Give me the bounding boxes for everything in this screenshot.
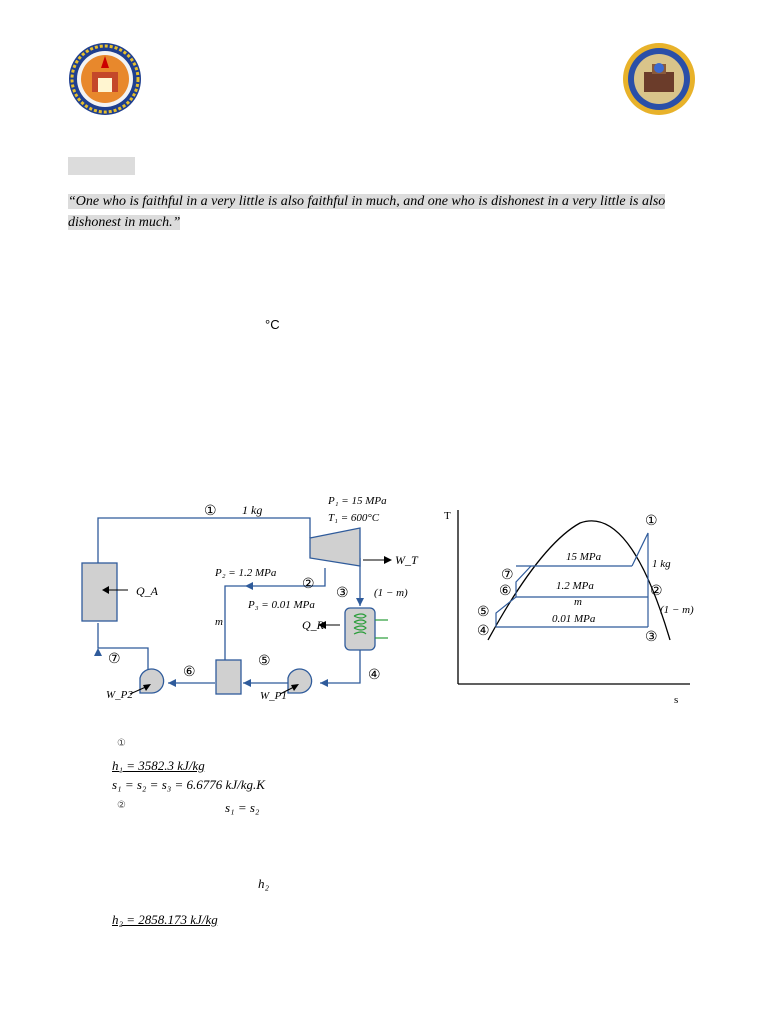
state-3-label: ③ bbox=[336, 586, 349, 601]
right-school-seal-logo bbox=[622, 42, 696, 116]
h1-value: h₁ = 3582.3 kJ/kg bbox=[112, 758, 205, 773]
t1-label: T₁ = 600°C bbox=[328, 512, 380, 524]
state-4-label: ④ bbox=[368, 668, 381, 683]
ts-state-7: ⑦ bbox=[501, 568, 514, 583]
p-mid-label: 1.2 MPa bbox=[556, 580, 594, 592]
left-school-seal-logo bbox=[68, 42, 142, 116]
p3-label: P₃ = 0.01 MPa bbox=[248, 599, 315, 611]
ts-mass-label: 1 kg bbox=[652, 558, 671, 570]
regenerative-cycle-schematic bbox=[70, 488, 430, 713]
h2-value: h₂ = 2858.173 kJ/kg bbox=[112, 912, 218, 927]
qr-label: Q_R bbox=[302, 618, 324, 632]
p-low-label: 0.01 MPa bbox=[552, 613, 596, 625]
ts-state-1: ① bbox=[645, 514, 658, 529]
state-1-marker: ① bbox=[117, 738, 126, 749]
p2-label: P₂ = 1.2 MPa bbox=[215, 567, 277, 579]
state-2-label: ② bbox=[302, 577, 315, 592]
boiler bbox=[82, 563, 117, 621]
state-2-marker: ② bbox=[117, 800, 126, 811]
wp1-label: W_P1 bbox=[260, 690, 287, 702]
state-7-label: ⑦ bbox=[108, 652, 121, 667]
h1-equation bbox=[112, 758, 205, 774]
wt-label: W_T bbox=[395, 553, 418, 567]
wp2-label: W_P2 bbox=[106, 689, 133, 701]
state-6-label: ⑥ bbox=[183, 665, 196, 680]
h2-symbol: h₂ bbox=[258, 876, 270, 891]
ts-state-2: ② bbox=[650, 584, 663, 599]
t-axis-label: T bbox=[444, 510, 451, 522]
h2-equation bbox=[112, 912, 218, 928]
one-minus-m-label: (1 − m) bbox=[374, 587, 408, 599]
pump-1 bbox=[288, 669, 312, 693]
ts-diagram bbox=[440, 505, 700, 705]
ts-state-3: ③ bbox=[645, 630, 658, 645]
s-axis-label: s bbox=[674, 694, 679, 705]
s1-equals-s2: s₁ = s₂ bbox=[225, 800, 260, 815]
ts-state-5: ⑤ bbox=[477, 605, 490, 620]
qa-label: Q_A bbox=[136, 584, 158, 598]
m-label: m bbox=[215, 616, 223, 628]
p1-label: P₁ = 15 MPa bbox=[328, 495, 387, 507]
ts-state-4: ④ bbox=[477, 624, 490, 639]
turbine bbox=[310, 528, 360, 566]
open-feedwater-heater bbox=[216, 660, 241, 694]
quote-text: “One who is faithful in a very little is also faithful in much, and one who is dishonest in a very little is also dishonest in much.” bbox=[68, 194, 666, 230]
p-high-label: 15 MPa bbox=[566, 551, 602, 563]
pump-2 bbox=[140, 669, 164, 693]
mass-label: 1 kg bbox=[242, 503, 263, 517]
bible-quote bbox=[68, 191, 688, 233]
state-5-label: ⑤ bbox=[258, 654, 271, 669]
state-1-label: ① bbox=[204, 504, 217, 519]
entropy-equation: s₁ = s₂ = s₃ = 6.6776 kJ/kg.K bbox=[112, 777, 265, 792]
degree-celsius-symbol: °C bbox=[265, 317, 280, 332]
ts-m-label: m bbox=[574, 596, 582, 608]
ts-one-minus-m-label: (1 − m) bbox=[660, 604, 694, 616]
ts-state-6: ⑥ bbox=[499, 584, 512, 599]
redacted-highlight-bar bbox=[68, 157, 135, 175]
